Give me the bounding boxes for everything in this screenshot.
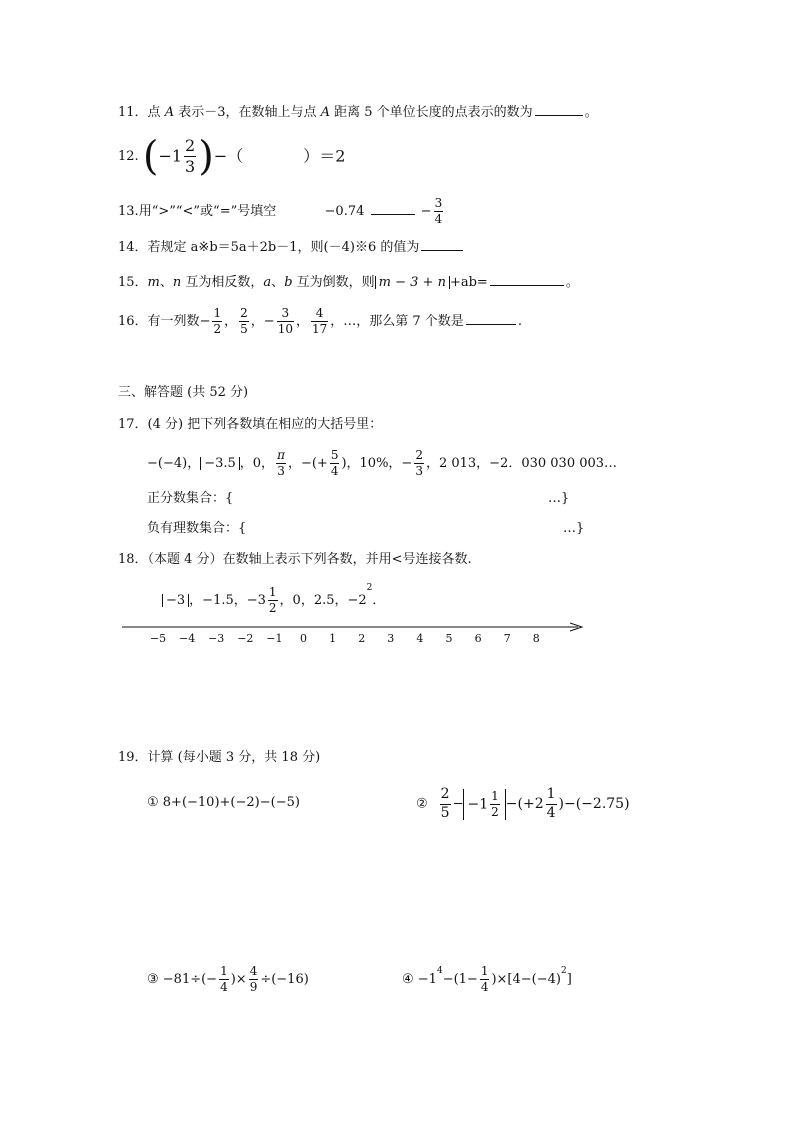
question-number: 12. (118, 149, 139, 164)
question-17: 17．(4 分) 把下列各数填在相应的大括号里： (118, 417, 383, 432)
fraction: $\frac{\pi}{3}$ (277, 448, 285, 478)
axis-tick-label: 6 (474, 632, 482, 645)
axis-tick-label: −1 (266, 632, 283, 645)
answer-blank[interactable] (421, 249, 463, 251)
question-number: 14． (118, 240, 148, 255)
question-19: 19．计算 (每小题 3 分，共 18 分) (118, 750, 321, 765)
absolute-value: −3.5 (200, 457, 240, 470)
absolute-value: m − 3 + n (375, 276, 450, 289)
axis-tick-label: −5 (149, 632, 167, 645)
answer-blank[interactable] (245, 159, 301, 160)
question-number: 18． (118, 552, 148, 567)
axis-tick-label: −3 (208, 632, 225, 645)
axis-tick-label: −4 (178, 632, 196, 645)
set-end: …} (548, 491, 570, 506)
axis-tick-label: 5 (445, 632, 453, 645)
question-18: 18．（本题 4 分）在数轴上表示下列各数，并用<号连接各数. (118, 552, 472, 567)
question-14: 14．若规定 a※b＝5a＋2b－1，则(－4)※6 的值为 (118, 241, 465, 254)
question-number: 15． (118, 275, 148, 290)
negative-rational-set: 负有理数集合：{ (147, 521, 247, 536)
fraction: $\frac{1}{4}$ (480, 964, 489, 994)
section-title: 三、解答题 (共 52 分) (118, 385, 249, 400)
absolute-value: −3 (162, 594, 189, 607)
axis-tick-label: 0 (300, 632, 307, 645)
left-paren: ( (142, 133, 159, 180)
fraction: $\frac{1}{2}$ (491, 788, 499, 819)
question-number: 17． (118, 417, 148, 432)
fraction: $\frac{4}{9}$ (249, 964, 258, 994)
number-line (122, 619, 582, 649)
set-end: …} (563, 521, 585, 536)
question-11: 11．点 A 表示－3，在数轴上与点 A 距离 5 个单位长度的点表示的数为 。 (118, 105, 598, 120)
question-15: 15．m、n 互为相反数，a、b 互为倒数，则 m − 3 + n +ab= 。 (118, 275, 579, 290)
positive-fraction-set: 正分数集合：{ (147, 491, 234, 506)
fraction: $\frac{1}{2}$ (268, 585, 277, 615)
fraction: $\frac{4}{17}$ (311, 306, 328, 336)
fraction: $\frac{1}{4}$ (220, 964, 228, 994)
axis-tick-label: 1 (329, 632, 337, 645)
axis-tick-label: 3 (387, 632, 395, 645)
fraction: $\frac{5}{4}$ (330, 448, 339, 478)
question-number: 19． (118, 750, 148, 765)
problem-4: ④ $-1^4-(1-$ $\frac{1}{4}$ )$\times[4-(-4)^2]$ (402, 964, 572, 994)
axis-tick-label: −2 (237, 632, 254, 645)
axis-tick-label: 8 (532, 632, 540, 645)
q17-number-list: −(−4)， −3.5 ，0， $\frac{\pi}{3}$ ，−(+ $\frac{5}{4}$ )，10%，− $\frac{2}{3}$ ，2 013，−2．030 030 003… (147, 448, 618, 478)
fraction: $\frac{2}{5}$ (440, 786, 450, 821)
problem-1: ① 8+(−10)+(−2)−(−5) (147, 795, 300, 810)
problem-3: ③ −81÷(− $\frac{1}{4}$ )× $\frac{4}{9}$ ÷(−16) (147, 964, 309, 994)
answer-blank[interactable] (371, 213, 415, 215)
question-number: 11． (118, 105, 148, 120)
question-13: 13.用“>”“<”或“=”号填空 −0.74 − $\frac{3}{4}$ (118, 196, 443, 226)
question-12: 12. (−1 $\frac{2}{3}$ )−（ ）＝2 (118, 133, 346, 180)
answer-blank[interactable] (490, 284, 564, 286)
fraction: $\frac{2}{3}$ (415, 448, 423, 478)
fraction: $\frac{1}{4}$ (546, 786, 556, 821)
fraction: $\frac{2}{3}$ (185, 136, 196, 176)
answer-blank[interactable] (466, 323, 516, 325)
fraction: $\frac{2}{5}$ (240, 306, 248, 336)
answer-blank[interactable] (535, 114, 583, 116)
fraction: $\frac{3}{10}$ (277, 306, 293, 336)
fraction: $\frac{1}{2}$ (213, 306, 222, 336)
question-16: 16．有一列数− $\frac{1}{2}$ ， $\frac{2}{5}$ ，− $\frac{3}{10}$ ， $\frac{4}{17}$ ，…，那么第 7 个数是 . (118, 306, 522, 336)
axis-tick-label: 7 (503, 632, 511, 645)
axis-tick-label: 2 (358, 632, 366, 645)
axis-tick-label: 4 (416, 632, 424, 645)
question-number: 16． (118, 314, 148, 329)
q18-number-list: −3 ，−1.5，−3 $\frac{1}{2}$ ，0，2.5，$-2^2$． (162, 584, 385, 616)
question-number: 13. (118, 204, 139, 219)
fraction: $\frac{3}{4}$ (434, 196, 443, 226)
absolute-value: −1 $\frac{1}{2}$ (463, 789, 505, 820)
problem-2: ② $\frac{2}{5}$ − −1 $\frac{1}{2}$ −(+2 $\frac{1}{4}$ )−(−2.75) (416, 786, 630, 821)
